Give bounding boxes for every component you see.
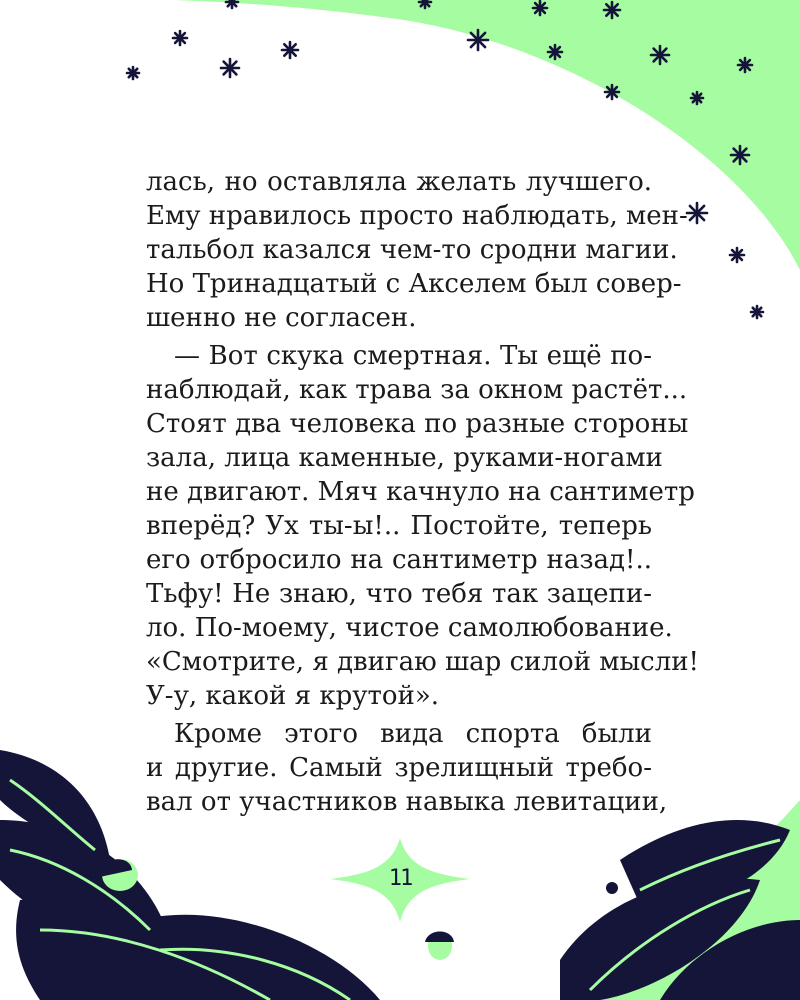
sparkle-star-icon [127, 67, 139, 79]
sparkle-star-icon [226, 0, 238, 8]
text-line: ло. По-моему, чистое самолюбование. [146, 613, 673, 643]
text-line: зала, лица каменные, руками-ногами [146, 443, 663, 473]
text-line: «Смотрите, я двигаю шар силой мысли! [146, 647, 700, 677]
sparkle-star-icon [687, 203, 707, 223]
sparkle-star-icon [173, 31, 187, 45]
text-line: наблюдай, как трава за окном растёт... [146, 375, 688, 405]
sparkle-star-icon [730, 248, 744, 262]
text-line: вперёд? Ух ты-ы!.. Постойте, теперь [146, 511, 652, 541]
page-number: 11 [388, 866, 412, 891]
text-line: Кроме этого вида спорта были [174, 719, 652, 749]
sparkle-star-icon [751, 306, 763, 318]
sparkle-star-icon [533, 1, 547, 15]
text-line: Тьфу! Не знаю, что тебя так зацепи- [146, 579, 652, 609]
text-line: шенно не согласен. [146, 303, 417, 333]
sparkle-star-icon [691, 92, 703, 104]
text-line: его отбросило на сантиметр назад!.. [146, 545, 652, 575]
berry-icon [606, 882, 618, 894]
sparkle-star-icon [468, 30, 488, 50]
text-line: Стоят два человека по разные стороны [146, 409, 689, 439]
text-line: и другие. Самый зрелищный требо- [146, 753, 652, 783]
text-line: У-у, какой я крутой». [146, 681, 440, 711]
text-line: Но Тринадцатый с Акселем был совер- [146, 269, 682, 299]
text-line: лась, но оставляла желать лучшего. [146, 167, 652, 197]
sparkle-star-icon [738, 58, 752, 72]
sparkle-star-icon [651, 46, 669, 64]
text-line: Ему нравилось просто наблюдать, мен- [146, 201, 688, 231]
sparkle-star-icon [221, 59, 239, 77]
text-line: — Вот скука смертная. Ты ещё по- [174, 341, 652, 371]
acorn-icon [425, 932, 454, 961]
sparkle-star-icon [605, 85, 619, 99]
berry-icon [626, 868, 634, 876]
text-line: вал от участников навыка левитации, [146, 787, 668, 817]
paragraph [146, 717, 668, 819]
text-line: тальбол казался чем-то сродни магии. [146, 235, 678, 265]
sparkle-star-icon [731, 146, 749, 164]
sparkle-star-icon [282, 42, 298, 58]
text-line: не двигают. Мяч качнуло на сантиметр [146, 477, 695, 507]
paragraph [146, 165, 688, 335]
body-text [146, 165, 700, 819]
paragraph [146, 339, 700, 713]
leaf-icon [140, 915, 380, 1000]
sparkle-star-icon [548, 45, 562, 59]
sparkle-star-icon [604, 2, 620, 18]
